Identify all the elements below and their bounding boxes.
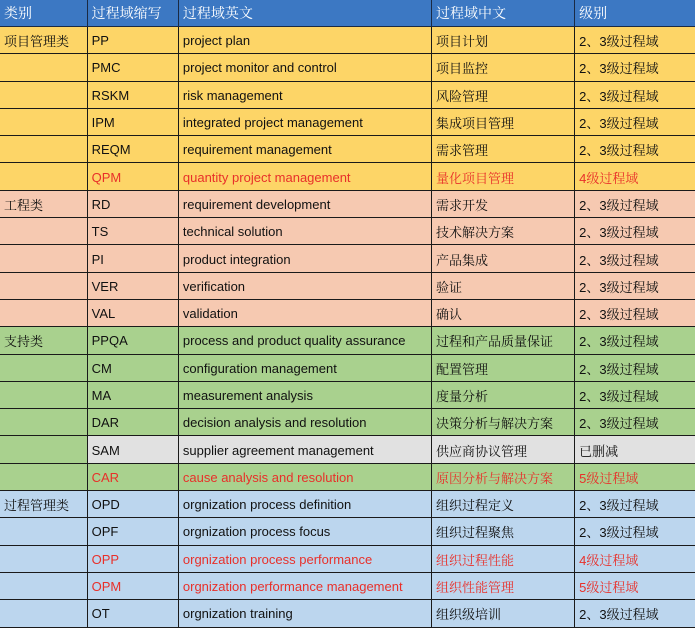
cell-english: supplier agreement management — [178, 436, 431, 463]
cell-category — [0, 381, 87, 408]
cell-chinese: 需求开发 — [431, 190, 574, 217]
cell-category: 工程类 — [0, 190, 87, 217]
cell-abbr: CM — [87, 354, 178, 381]
cell-chinese: 确认 — [431, 299, 574, 326]
cell-level: 2、3级过程域 — [575, 600, 695, 627]
cell-abbr: QPM — [87, 163, 178, 190]
cell-level: 4级过程域 — [575, 163, 695, 190]
header-level: 级别 — [575, 0, 695, 27]
cell-abbr: OT — [87, 600, 178, 627]
cell-category: 支持类 — [0, 327, 87, 354]
cell-abbr: MA — [87, 381, 178, 408]
table-row-highlighted — [0, 572, 695, 599]
cell-level: 2、3级过程域 — [575, 354, 695, 381]
cell-level: 已删减 — [575, 436, 695, 463]
table-row-highlighted — [0, 545, 695, 572]
table-row — [0, 518, 695, 545]
table-row-highlighted — [0, 163, 695, 190]
table-row — [0, 190, 695, 217]
cell-abbr: REQM — [87, 136, 178, 163]
cell-level: 2、3级过程域 — [575, 245, 695, 272]
cell-abbr: OPM — [87, 572, 178, 599]
cell-english: project monitor and control — [178, 54, 431, 81]
cell-english: technical solution — [178, 218, 431, 245]
cell-category — [0, 81, 87, 108]
cell-chinese: 组织过程性能 — [431, 545, 574, 572]
cell-chinese: 配置管理 — [431, 354, 574, 381]
header-abbr: 过程域缩写 — [87, 0, 178, 27]
cell-abbr: PP — [87, 27, 178, 54]
cell-level: 4级过程域 — [575, 545, 695, 572]
cell-chinese: 组织过程聚焦 — [431, 518, 574, 545]
cell-abbr: VER — [87, 272, 178, 299]
cell-english: cause analysis and resolution — [178, 463, 431, 490]
cell-level: 2、3级过程域 — [575, 54, 695, 81]
cell-category — [0, 354, 87, 381]
cell-category — [0, 136, 87, 163]
cell-level: 2、3级过程域 — [575, 218, 695, 245]
cell-english: risk management — [178, 81, 431, 108]
table-row-removed — [0, 436, 695, 463]
header-english: 过程域英文 — [178, 0, 431, 27]
cell-category — [0, 245, 87, 272]
cell-category: 过程管理类 — [0, 491, 87, 518]
cell-category — [0, 272, 87, 299]
cell-category: 项目管理类 — [0, 27, 87, 54]
cell-category — [0, 572, 87, 599]
cell-level: 2、3级过程域 — [575, 81, 695, 108]
cell-level: 2、3级过程域 — [575, 299, 695, 326]
cell-chinese: 量化项目管理 — [431, 163, 574, 190]
cell-level: 2、3级过程域 — [575, 108, 695, 135]
cell-abbr: TS — [87, 218, 178, 245]
table-row — [0, 354, 695, 381]
cell-chinese: 项目计划 — [431, 27, 574, 54]
cell-abbr: OPF — [87, 518, 178, 545]
cell-category — [0, 163, 87, 190]
header-row — [0, 0, 695, 27]
cell-abbr: PPQA — [87, 327, 178, 354]
cell-category — [0, 518, 87, 545]
cell-level: 2、3级过程域 — [575, 518, 695, 545]
cell-chinese: 产品集成 — [431, 245, 574, 272]
cell-category — [0, 108, 87, 135]
cell-category — [0, 463, 87, 490]
cell-category — [0, 299, 87, 326]
cell-chinese: 原因分析与解决方案 — [431, 463, 574, 490]
table-row — [0, 136, 695, 163]
cell-chinese: 供应商协议管理 — [431, 436, 574, 463]
cell-english: decision analysis and resolution — [178, 409, 431, 436]
header-category: 类别 — [0, 0, 87, 27]
cell-chinese: 组织性能管理 — [431, 572, 574, 599]
cell-english: requirement management — [178, 136, 431, 163]
cell-level: 2、3级过程域 — [575, 409, 695, 436]
table-row — [0, 54, 695, 81]
cell-english: orgnization training — [178, 600, 431, 627]
cell-chinese: 度量分析 — [431, 381, 574, 408]
cell-chinese: 需求管理 — [431, 136, 574, 163]
cell-level: 2、3级过程域 — [575, 381, 695, 408]
cell-category — [0, 54, 87, 81]
cell-english: orgnization process definition — [178, 491, 431, 518]
table-row — [0, 381, 695, 408]
table-row — [0, 27, 695, 54]
table-row — [0, 600, 695, 627]
cell-english: verification — [178, 272, 431, 299]
cell-english: configuration management — [178, 354, 431, 381]
cell-category — [0, 600, 87, 627]
cell-english: product integration — [178, 245, 431, 272]
table-row-highlighted — [0, 463, 695, 490]
cell-level: 2、3级过程域 — [575, 190, 695, 217]
cell-english: validation — [178, 299, 431, 326]
cell-category — [0, 545, 87, 572]
cell-abbr: PI — [87, 245, 178, 272]
table-row — [0, 245, 695, 272]
cell-english: measurement analysis — [178, 381, 431, 408]
cell-abbr: PMC — [87, 54, 178, 81]
cell-level: 2、3级过程域 — [575, 491, 695, 518]
cell-level: 5级过程域 — [575, 572, 695, 599]
cell-abbr: CAR — [87, 463, 178, 490]
cell-level: 2、3级过程域 — [575, 327, 695, 354]
cell-abbr: IPM — [87, 108, 178, 135]
cell-chinese: 决策分析与解决方案 — [431, 409, 574, 436]
cell-english: orgnization process focus — [178, 518, 431, 545]
table-row — [0, 299, 695, 326]
cell-abbr: OPD — [87, 491, 178, 518]
cell-abbr: RD — [87, 190, 178, 217]
table-row — [0, 327, 695, 354]
table-row — [0, 218, 695, 245]
cell-abbr: OPP — [87, 545, 178, 572]
cell-english: orgnization performance management — [178, 572, 431, 599]
cell-level: 5级过程域 — [575, 463, 695, 490]
table-row — [0, 272, 695, 299]
table-row — [0, 108, 695, 135]
cell-english: orgnization process performance — [178, 545, 431, 572]
cell-english: requirement development — [178, 190, 431, 217]
cell-english: quantity project management — [178, 163, 431, 190]
cell-level: 2、3级过程域 — [575, 27, 695, 54]
cell-english: process and product quality assurance — [178, 327, 431, 354]
cell-abbr: RSKM — [87, 81, 178, 108]
table-row — [0, 491, 695, 518]
cell-chinese: 组织级培训 — [431, 600, 574, 627]
table-row — [0, 81, 695, 108]
table-row — [0, 409, 695, 436]
cell-abbr: SAM — [87, 436, 178, 463]
cell-chinese: 集成项目管理 — [431, 108, 574, 135]
cell-abbr: DAR — [87, 409, 178, 436]
cell-chinese: 风险管理 — [431, 81, 574, 108]
cell-category — [0, 436, 87, 463]
cell-category — [0, 409, 87, 436]
cell-abbr: VAL — [87, 299, 178, 326]
header-chinese: 过程域中文 — [431, 0, 574, 27]
cell-chinese: 过程和产品质量保证 — [431, 327, 574, 354]
cell-level: 2、3级过程域 — [575, 136, 695, 163]
cell-chinese: 组织过程定义 — [431, 491, 574, 518]
cell-level: 2、3级过程域 — [575, 272, 695, 299]
cell-english: project plan — [178, 27, 431, 54]
cell-category — [0, 218, 87, 245]
cell-chinese: 项目监控 — [431, 54, 574, 81]
cell-english: integrated project management — [178, 108, 431, 135]
cell-chinese: 验证 — [431, 272, 574, 299]
cell-chinese: 技术解决方案 — [431, 218, 574, 245]
